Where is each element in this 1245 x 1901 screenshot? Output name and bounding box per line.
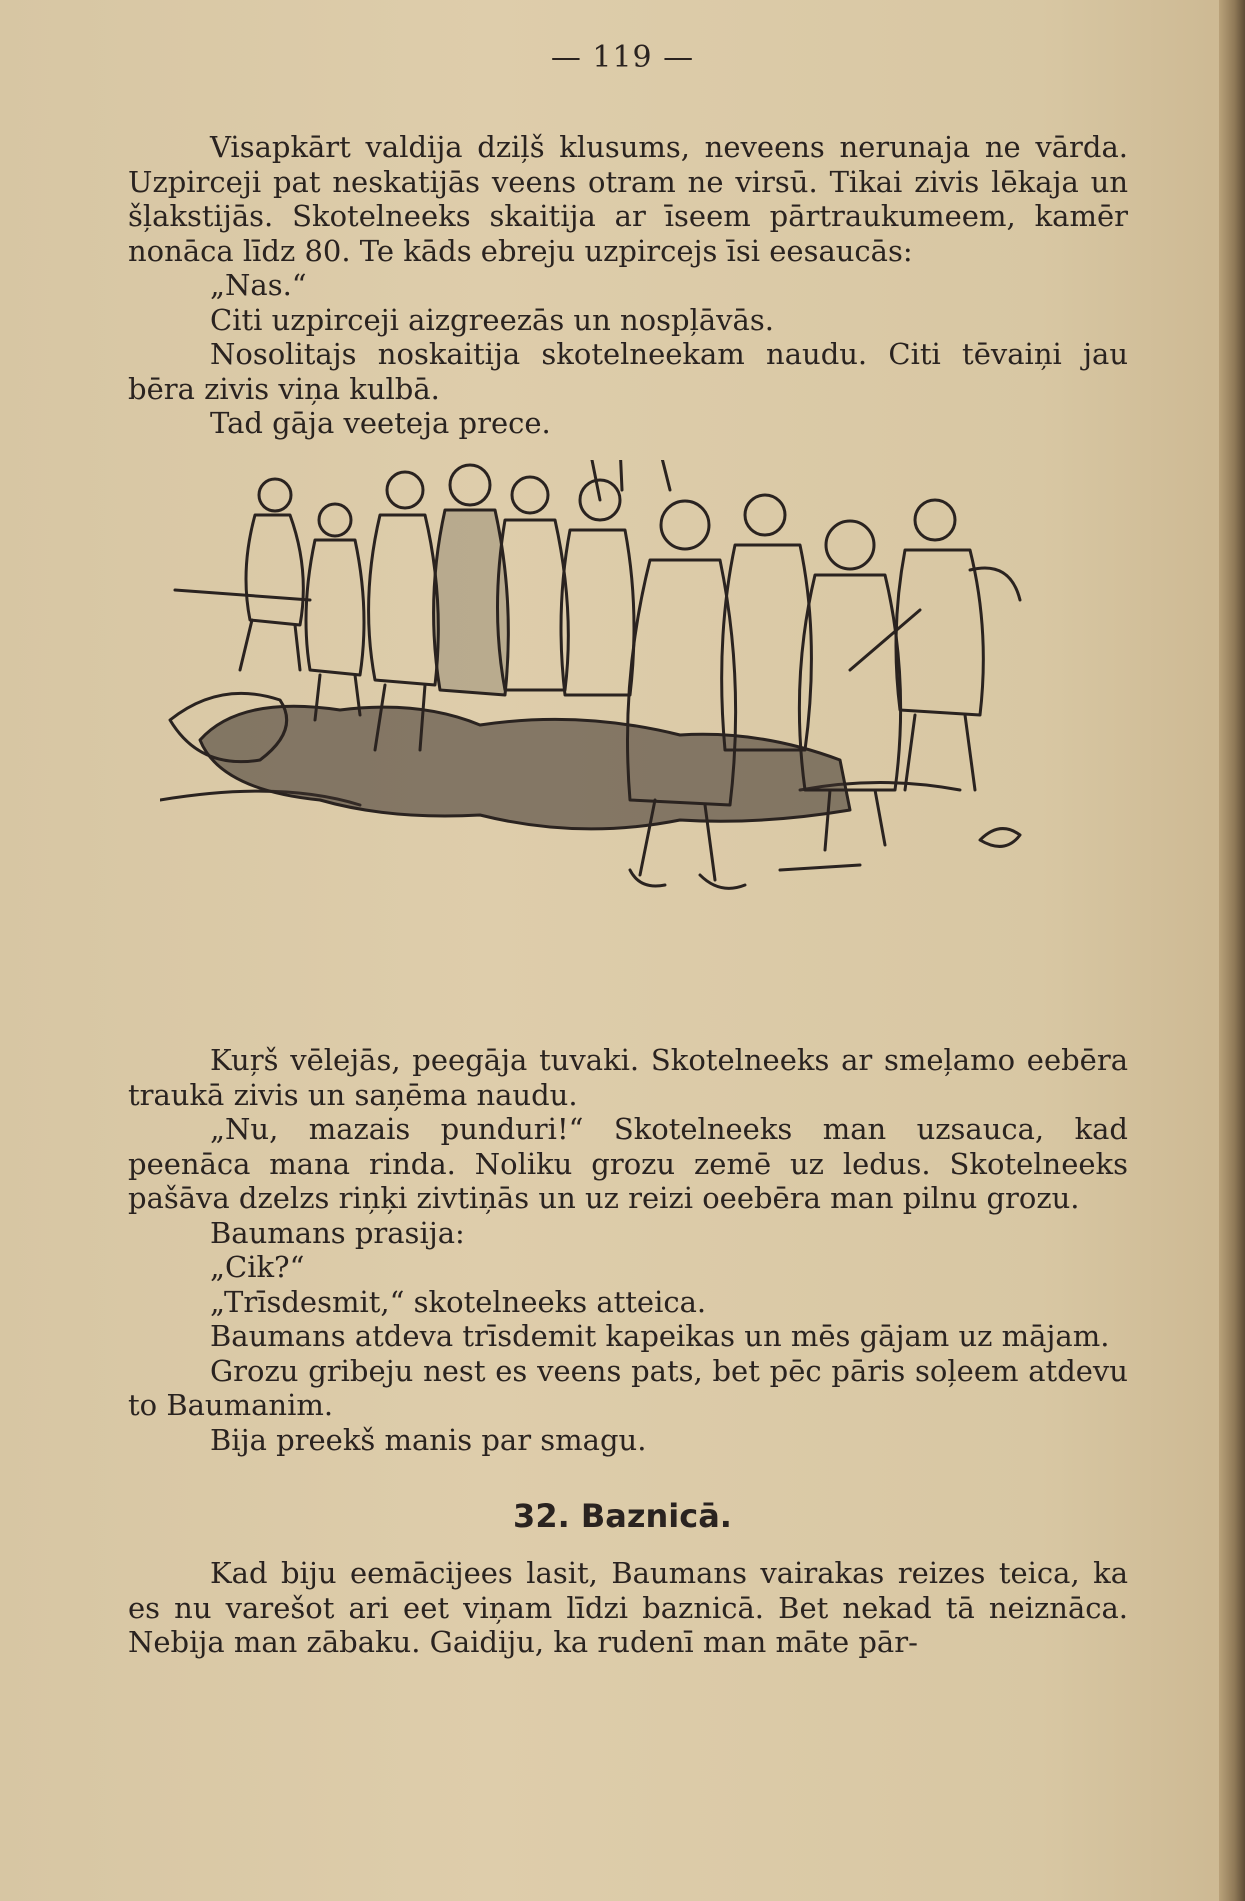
top-text-block <box>128 130 1128 441</box>
paragraph: Kuŗš vēlejās, peegāja tuvaki. Skotelneeks ar smeļamo eebēra traukā zivis un saņēma naudu. <box>128 1043 1128 1112</box>
paragraph: Tad gāja veeteja prece. <box>210 406 551 440</box>
paragraph: „Nu, mazais punduri!“ Skotelneeks man uzsauca, kad peenāca mana rinda. Noliku grozu zemē uz ledus. Skotelneeks pašāva dzelzs riņķi zivtiņās un uz reizi oeebēra man pilnu grozu. <box>128 1112 1128 1215</box>
paragraph: „Nas.“ <box>210 268 307 302</box>
paragraph: Baumans atdeva trīsdemit kapeikas un mēs gājam uz mājam. <box>210 1319 1110 1353</box>
paragraph: „Trīsdesmit,“ skotelneeks atteica. <box>210 1284 707 1319</box>
book-spine-edge <box>1219 0 1245 1901</box>
paragraph: Baumans prasija: <box>210 1215 465 1250</box>
bottom-text-block <box>128 1556 1128 1660</box>
section-heading: 32. Baznicā. <box>513 1497 732 1535</box>
paragraph: Bija preekš manis par smagu. <box>210 1422 647 1457</box>
page-number: — 119 — <box>550 40 695 75</box>
fishermen-illustration <box>160 460 1060 1020</box>
middle-text-block <box>128 1043 1128 1457</box>
paragraph: Kad biju eemācijees lasit, Baumans vairakas reizes teica, ka es nu varešot ari eet viņam līdzi baznicā. Bet nekad tā neiznāca. Nebija man zābaku. Gaidiju, ka rudenī man māte pār- <box>128 1556 1128 1659</box>
paragraph: Grozu gribeju nest es veens pats, bet pēc pāris soļeem atdevu to Baumanim. <box>128 1353 1128 1422</box>
paragraph: Nosolitajs noskaitija skotelneekam naudu. Citi tēvaiņi jau bēra zivis viņa kulbā. <box>128 337 1128 406</box>
paragraph: „Cik?“ <box>210 1250 305 1284</box>
paragraph: Citi uzpirceji aizgreezās un nospļāvās. <box>210 302 774 337</box>
paragraph: Visapkārt valdija dziļš klusums, neveens nerunaja ne vārda. Uzpirceji pat neskatijās veens otram ne virsū. Tikai zivis lēkaja un šļakstijās. Skotelneeks skaitija ar īseem pārtraukumeem, kamēr nonāca līdz 80. Te kāds ebreju uzpircejs īsi eesaucās: <box>128 130 1128 268</box>
